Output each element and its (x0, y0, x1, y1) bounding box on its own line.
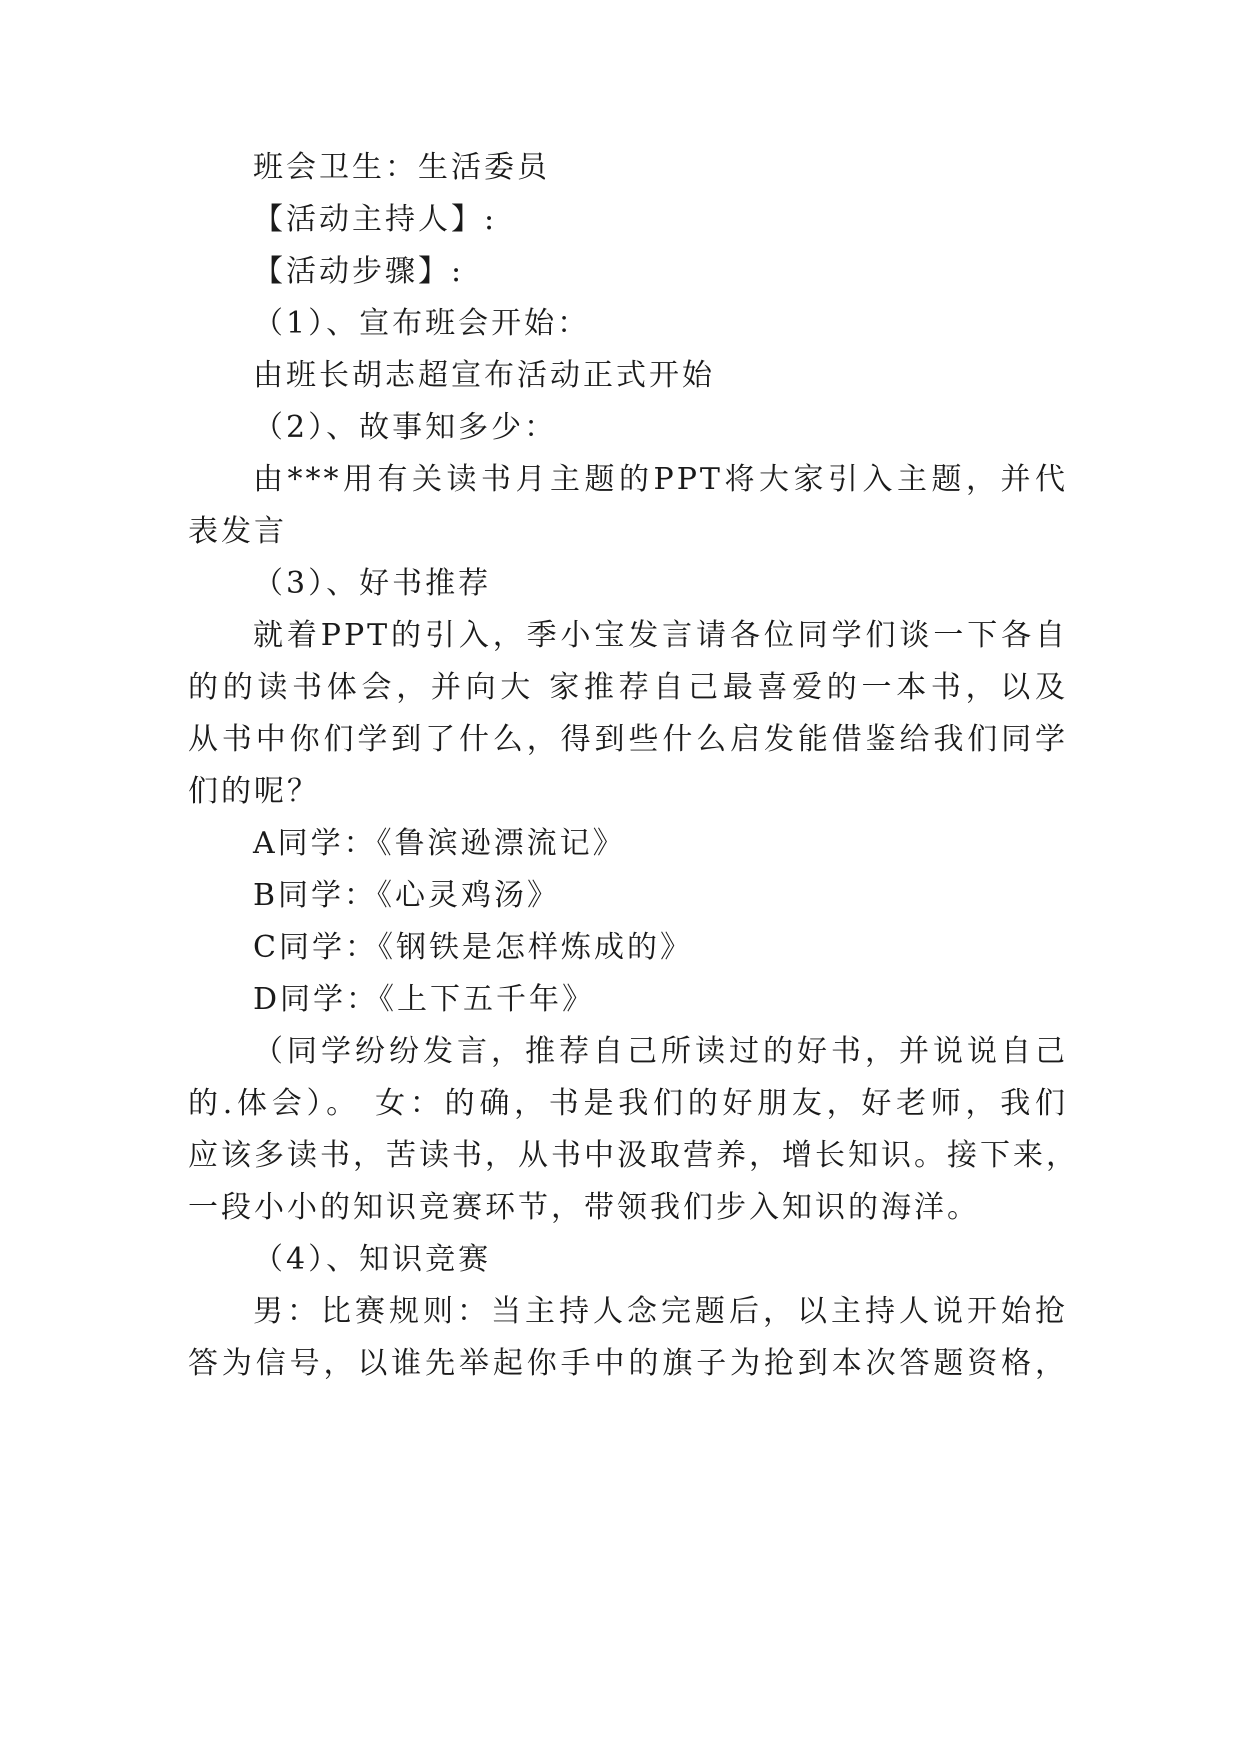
text-line-steps-heading: 【活动步骤】: (253, 254, 465, 289)
text-line-discussion: （同学纷纷发言，推荐自己所读过的好书，并说说自己 (253, 1034, 1068, 1069)
text-line-class-hygiene: 班会卫生：生活委员 (253, 150, 550, 185)
text-line-host-heading: 【活动主持人】: (253, 202, 498, 237)
text-line-discussion-4: 一段小小的知识竞赛环节，带领我们步入知识的海洋。 (188, 1190, 980, 1225)
text-line-rules-2: 答为信号，以谁先举起你手中的旗子为抢到本次答题资格， (188, 1346, 1068, 1381)
text-line-step-3-body-2: 的的读书体会，并向大 家推荐自己最喜爱的一本书，以及 (188, 670, 1068, 705)
text-line-step-2-body-cont: 表发言 (188, 514, 287, 549)
text-line-step-3-body: 就着PPT的引入，季小宝发言请各位同学们谈一下各自 (253, 618, 1068, 653)
text-line-step-2-body: 由***用有关读书月主题的PPT将大家引入主题，并代 (253, 462, 1068, 497)
text-line-student-b: B同学：《心灵鸡汤》 (253, 878, 561, 913)
text-line-rules: 男：比赛规则：当主持人念完题后，以主持人说开始抢 (253, 1294, 1068, 1329)
text-line-step-3-body-3: 从书中你们学到了什么，得到些什么启发能借鉴给我们同学 (188, 722, 1068, 757)
text-line-step-1-body: 由班长胡志超宣布活动正式开始 (253, 358, 715, 393)
text-line-step-1: （1）、宣布班会开始： (253, 306, 591, 341)
text-line-step-4: （4）、知识竞赛 (253, 1242, 492, 1277)
text-line-student-d: D同学：《上下五千年》 (253, 982, 596, 1017)
text-line-step-3: （3）、好书推荐 (253, 566, 492, 601)
text-line-step-2: （2）、故事知多少： (253, 410, 558, 445)
text-line-step-3-body-4: 们的呢？ (188, 774, 320, 809)
text-line-student-a: A同学：《鲁滨逊漂流记》 (253, 826, 626, 861)
text-line-student-c: C同学：《钢铁是怎样炼成的》 (253, 930, 693, 965)
text-line-discussion-2: 的.体会）。 女：的确，书是我们的好朋友，好老师，我们 (188, 1086, 1068, 1121)
text-line-discussion-3: 应该多读书，苦读书，从书中汲取营养，增长知识。接下来， (188, 1138, 1079, 1173)
